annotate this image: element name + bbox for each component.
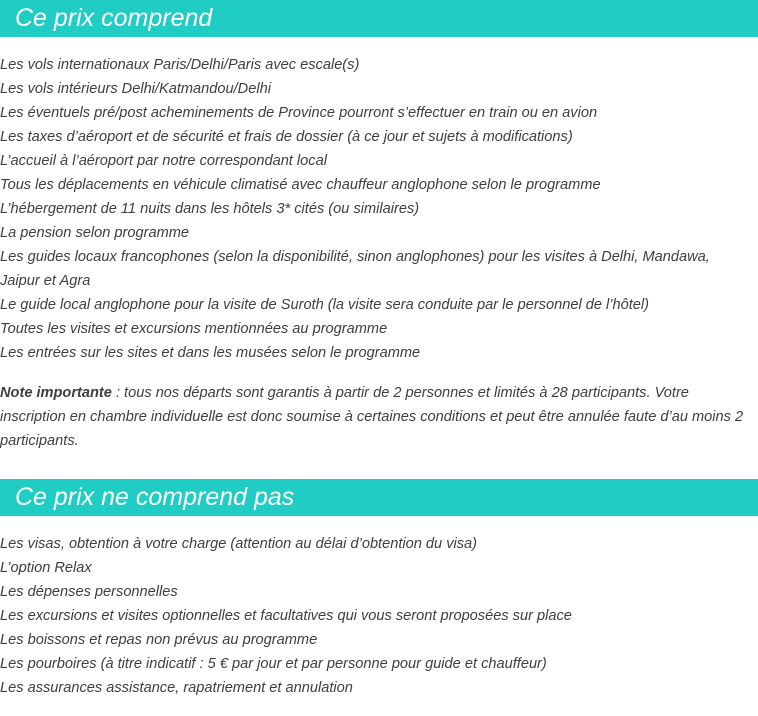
list-item: L’hébergement de 11 nuits dans les hôtels 3* cités (ou similaires) (0, 201, 420, 217)
list-item: Les vols intérieurs Delhi/Katmandou/Delhi (0, 81, 271, 97)
list-item: Les éventuels pré/post acheminements de Province pourront s’effectuer en train ou en avion (0, 105, 598, 121)
price-excludes-list (0, 532, 752, 700)
list-item: Les entrées sur les sites et dans les musées selon le programme (0, 345, 421, 361)
important-note-label: Note importante (0, 385, 112, 401)
list-item: Les visas, obtention à votre charge (attention au délai d’obtention du visa) (0, 536, 478, 552)
important-note-text: : tous nos départs sont garantis à partir de 2 personnes et limités à 28 participants. Votre inscription en chambre individuelle est donc soumise à certaines conditions et peut être annulée faute d’au moins 2 participants. (0, 385, 744, 449)
price-includes-header (0, 0, 758, 37)
list-item: Les assurances assistance, rapatriement et annulation (0, 680, 353, 696)
list-item: Toutes les visites et excursions mentionnées au programme (0, 321, 388, 337)
list-item: Les pourboires (à titre indicatif : 5 € par jour et par personne pour guide et chauffeur) (0, 656, 547, 672)
list-item: Les guides locaux francophones (selon la disponibilité, sinon anglophones) pour les visites à Delhi, Mandawa, Jaipur et Agra (0, 249, 710, 289)
list-item: L’option Relax (0, 560, 92, 576)
list-item: Les dépenses personnelles (0, 584, 178, 600)
list-item: Les boissons et repas non prévus au programme (0, 632, 318, 648)
list-item: Le guide local anglophone pour la visite de Suroth (la visite sera conduite par le personnel de l’hôtel) (0, 297, 650, 313)
list-item: Les excursions et visites optionnelles et facultatives qui vous seront proposées sur place (0, 608, 572, 624)
list-item: La pension selon programme (0, 225, 190, 241)
list-item: L’accueil à l’aéroport par notre correspondant local (0, 153, 327, 169)
price-includes-list (0, 53, 752, 365)
important-note (0, 381, 752, 453)
price-includes-title: Ce prix comprend (15, 4, 213, 32)
price-excludes-title: Ce prix ne comprend pas (15, 483, 295, 511)
list-item: Tous les déplacements en véhicule climatisé avec chauffeur anglophone selon le programme (0, 177, 601, 193)
list-item: Les taxes d’aéroport et de sécurité et frais de dossier (à ce jour et sujets à modifications) (0, 129, 573, 145)
price-excludes-header (0, 479, 758, 516)
list-item: Les vols internationaux Paris/Delhi/Paris avec escale(s) (0, 57, 360, 73)
